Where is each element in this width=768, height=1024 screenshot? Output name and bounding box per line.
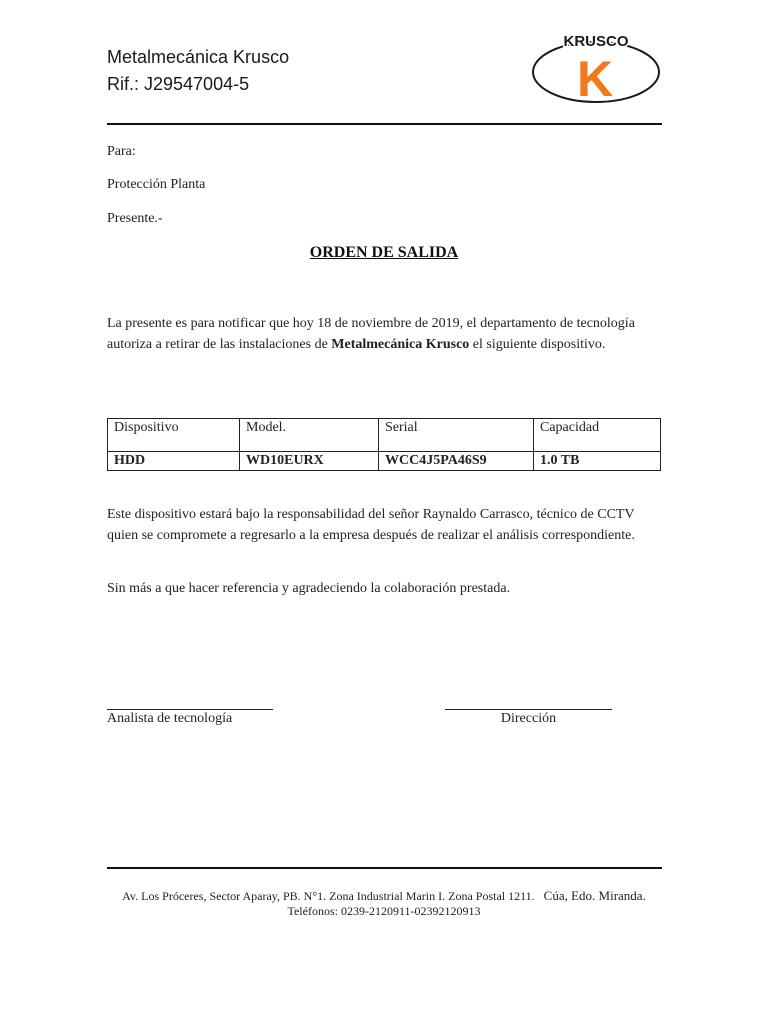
footer-address: Av. Los Próceres, Sector Aparay, PB. N°1. Zona Industrial Marin I. Zona Postal 1211. xyxy=(122,889,535,903)
logo-letter: K xyxy=(576,51,614,104)
recipient-para: Para: xyxy=(107,144,136,159)
logo-text: KRUSCO xyxy=(563,33,629,50)
footer-address-line xyxy=(0,888,768,904)
company-name: Metalmecánica Krusco xyxy=(107,47,290,67)
intro-paragraph: La presente es para notificar que hoy 18 de noviembre de 2019, el departamento de tecnología autoriza a retirar de las instalaciones de Metalmecánica Krusco el siguiente dispositivo. xyxy=(107,316,635,352)
document-title: ORDEN DE SALIDA xyxy=(309,244,459,261)
footer-city: Cúa, Edo. Miranda. xyxy=(543,888,646,903)
responsibility-paragraph: Este dispositivo estará bajo la responsabilidad del señor Raynaldo Carrasco, técnico de CCTV quien se compromete a regresarlo a la empresa después de realizar el análisis correspondiente. xyxy=(107,507,635,543)
header-model: Model. xyxy=(240,419,379,452)
signature-line-left xyxy=(107,709,273,710)
header-dispositivo: Dispositivo xyxy=(108,419,240,452)
krusco-logo xyxy=(531,28,661,104)
closing-paragraph: Sin más a que hacer referencia y agradeciendo la colaboración prestada. xyxy=(107,581,511,596)
header-divider xyxy=(107,123,662,125)
recipient-presente: Presente.- xyxy=(107,211,163,226)
cell-capacidad: 1.0 TB xyxy=(534,452,661,471)
cell-model: WD10EURX xyxy=(240,452,379,471)
signature-line-right xyxy=(445,709,612,710)
table-header-row xyxy=(108,419,661,452)
header-serial: Serial xyxy=(379,419,534,452)
device-table xyxy=(107,418,661,471)
footer-divider xyxy=(107,867,662,869)
footer-phones: Teléfonos: 0239-2120911-02392120913 xyxy=(287,904,481,918)
table-row xyxy=(108,452,661,471)
company-bold: Metalmecánica Krusco xyxy=(331,337,470,352)
company-rif: Rif.: J29547004-5 xyxy=(107,74,250,94)
header-capacidad: Capacidad xyxy=(534,419,661,452)
signature-label-left: Analista de tecnología xyxy=(107,711,233,726)
signature-label-right: Dirección xyxy=(500,711,557,726)
recipient-dept: Protección Planta xyxy=(107,177,206,192)
cell-serial: WCC4J5PA46S9 xyxy=(379,452,534,471)
cell-dispositivo: HDD xyxy=(108,452,240,471)
